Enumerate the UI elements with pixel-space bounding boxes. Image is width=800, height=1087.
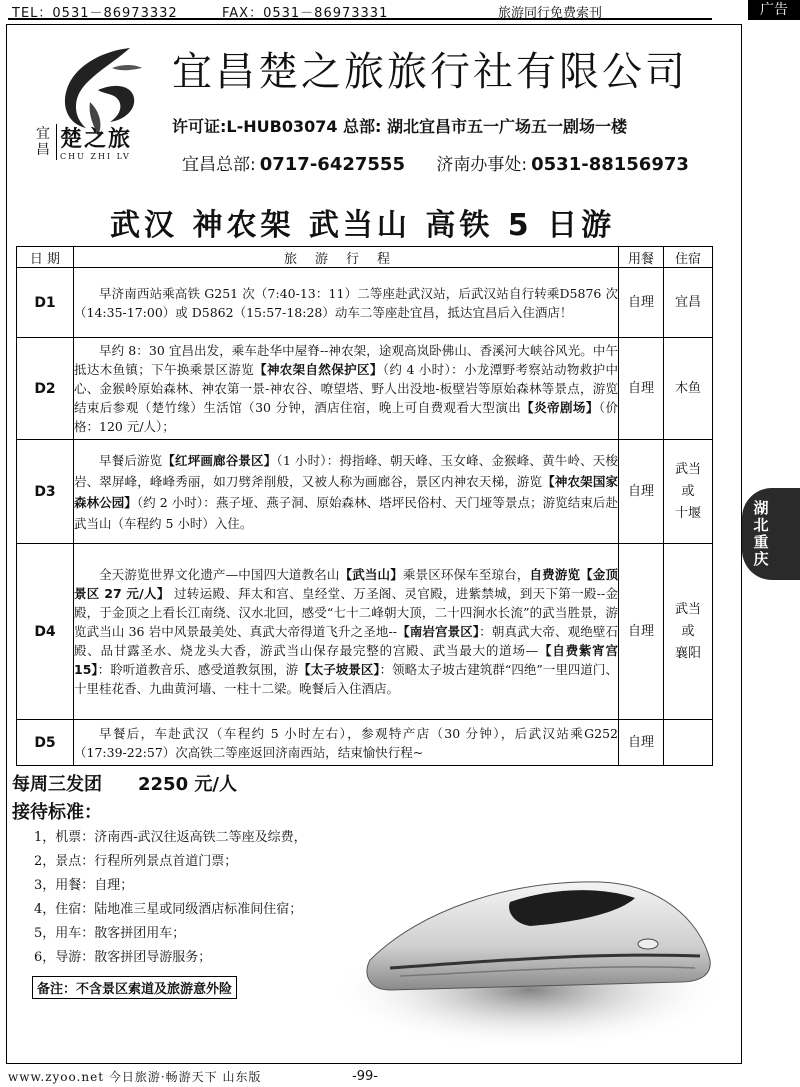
list-item: 4，住宿：陆地准三星或同级酒店标准间住宿； <box>34 902 303 917</box>
desc-text: ：领略太子坡古建筑群“四绝”一里四道门、十里桂花香、九曲黄河墙、一柱十二梁。晚餐后入住酒店。 <box>74 662 618 696</box>
meal-cell: 自理 <box>619 720 664 766</box>
column-header-day: 日 期 <box>17 247 74 268</box>
table-header-row <box>17 247 713 268</box>
tel-number: TEL：0531－86973332 <box>12 6 178 21</box>
company-name: 宜昌楚之旅旅行社有限公司 <box>172 49 688 95</box>
contact-phones <box>182 150 689 175</box>
logo-pinyin: CHU ZHI LV <box>60 152 131 161</box>
day-label: D3 <box>17 440 74 544</box>
desc-text: （约 2 小时）：燕子垭、燕子洞、原始森林、塔坪民俗村、天门垭等景点；游览结束后赴武当山（车程约 5 小时）入住。 <box>74 494 618 531</box>
side-tab-label: 湖北重庆 <box>753 499 769 568</box>
highlight-text: 【自费紫宵宫 15】 <box>74 643 618 677</box>
fax-number: FAX：0531－86973331 <box>222 6 389 21</box>
stay-cell: 宜昌 <box>664 268 713 338</box>
table-row <box>17 544 713 720</box>
stay-line: 十堰 <box>674 505 701 521</box>
day-description <box>74 440 619 544</box>
top-bar <box>0 0 800 20</box>
day-label: D1 <box>17 268 74 338</box>
header-rule <box>8 18 712 20</box>
highlight-text: 【太子坡景区】 <box>298 662 380 677</box>
standards-list <box>34 826 307 970</box>
column-header-itinerary: 旅游行程 <box>74 247 619 268</box>
logo-name: 楚之旅 <box>60 126 133 152</box>
itinerary-table <box>16 246 713 766</box>
desc-text: 乘景区环保车至琼台， <box>402 567 530 582</box>
day-label: D4 <box>17 544 74 720</box>
column-header-stay: 住宿 <box>664 247 713 268</box>
yichang-phone: 0717-6427555 <box>259 154 405 175</box>
desc-text: （约 4 小时）：小龙潭野考察站动物救护中心、金猴岭原始森林、神农第一景-神农谷、嘹望塔、野人出没地-板壁岩等原始森林等景点，游览结束后参观（楚竹缘）生活馆（30 分钟，酒店住宿，晚上可自费观看大型演出 <box>74 362 618 415</box>
highlight-text: 【红坪画廊谷景区】 <box>162 452 277 468</box>
stay-line: 襄阳 <box>674 645 701 661</box>
day-label: D5 <box>17 720 74 766</box>
highlight-text: 【南岩宫景区】 <box>396 624 480 639</box>
list-item: 6，导游：散客拼团导游服务； <box>34 950 212 965</box>
tour-price: 2250 元/人 <box>138 774 237 795</box>
desc-text: （价格：120 元/人）； <box>74 400 618 434</box>
desc-text: 全天游览世界文化遗产—中国四大道教名山 <box>99 567 340 582</box>
highlight-text: 【炎帝剧场】 <box>521 400 599 415</box>
meal-cell: 自理 <box>619 440 664 544</box>
high-speed-train-image <box>330 840 730 1050</box>
desc-text: ：聆听道教音乐、感受道教氛围，游 <box>97 662 299 677</box>
departure-schedule: 每周三发团 <box>12 774 102 795</box>
footer-site: www.zyoo.net 今日旅游·畅游天下 山东版 <box>8 1070 262 1084</box>
footer <box>8 1068 261 1085</box>
stay-line: 或 <box>681 623 695 639</box>
license-info: 许可证:L-HUB03074 总部: 湖北宜昌市五一广场五一剧场一楼 <box>172 117 628 136</box>
stay-cell: 木鱼 <box>664 338 713 440</box>
region-side-tab <box>742 488 800 580</box>
page-number: -99- <box>352 1069 378 1084</box>
stay-line: 武当 <box>674 461 701 477</box>
stay-cell <box>664 544 713 720</box>
desc-text: 早约 8：30 宜昌出发，乘车赴华中屋脊--神农架，途观高岚卧佛山、香溪河大峡谷风光。中午抵达木鱼镇；下午换乘景区游览 <box>74 343 618 377</box>
table-row <box>17 268 713 338</box>
route-title: 武汉 神农架 武当山 高铁 5 日游 <box>110 208 616 243</box>
day-description <box>74 544 619 720</box>
stay-cell <box>664 440 713 544</box>
stay-line: 或 <box>681 483 695 499</box>
day-description: 早济南西站乘高铁 G251 次（7:40-13：11）二等座赴武汉站，后武汉站自行转乘D5876 次（14:35-17:00）或 D5862（15:57-18:28）动车二等座赴宜昌，抵达宜昌后入住酒店！ <box>74 268 619 338</box>
highlight-text: 【神农架国家森林公园】 <box>74 473 618 510</box>
list-item: 1，机票：济南西-武汉往返高铁二等座及综费， <box>34 830 307 845</box>
stay-cell <box>664 720 713 766</box>
list-item: 5，用车：散客拼团用车； <box>34 926 186 941</box>
logo-divider <box>56 124 57 160</box>
ad-badge: 广告 <box>748 0 800 20</box>
desc-text: ：朝真武大帝、观绝壁石殿、品甘露圣水、烧龙头大香，游武当山保存最完整的宫殿、武当最大的道场— <box>74 624 618 658</box>
jinan-phone: 0531-88156973 <box>531 154 689 175</box>
departure-info <box>12 770 237 796</box>
table-row <box>17 440 713 544</box>
desc-text: 早餐后游览 <box>99 452 163 468</box>
meal-cell: 自理 <box>619 268 664 338</box>
jinan-label: 济南办事处: <box>436 155 528 175</box>
table-row <box>17 720 713 766</box>
day-description <box>74 338 619 440</box>
desc-text: （1 小时）：拇指峰、朝天峰、玉女峰、金猴峰、黄牛岭、天梭岩、翠屏峰，峰峰秀丽，如刀劈斧削般，又被人称为画廊谷，景区内神农天梯，游览 <box>74 452 618 489</box>
highlight-text: 【武当山】 <box>339 567 403 582</box>
yichang-label: 宜昌总部: <box>182 155 256 175</box>
logo-prefix: 宜昌 <box>36 126 50 158</box>
list-item: 2，景点：行程所列景点首道门票； <box>34 854 238 869</box>
desc-text: 过转运殿、拜太和宫、皇经堂、万圣阁、灵官殿，进紫禁城，到天下第一殿--金殿，于金顶之上看长江南绕、汉水北回，感受“七十二峰朝大顶，二十四涧水长流”的武当胜景，游览武当山 36 岩中风景最美处、真武大帝得道飞升之圣地-- <box>74 586 618 639</box>
table-row <box>17 338 713 440</box>
exclusion-note: 备注：不含景区索道及旅游意外险 <box>32 976 237 999</box>
stay-line: 武当 <box>674 601 701 617</box>
highlight-text: 自费游览【金顶景区 27 元/人】 <box>74 567 618 601</box>
standards-title: 接待标准： <box>12 802 102 823</box>
meal-cell: 自理 <box>619 338 664 440</box>
meal-cell: 自理 <box>619 544 664 720</box>
column-header-meal: 用餐 <box>619 247 664 268</box>
reference-label: 旅游同行免费索刊 <box>498 6 603 21</box>
day-description: 早餐后，车赴武汉（车程约 5 小时左右），参观特产店（30 分钟），后武汉站乘G252（17:39-22:57）次高铁二等座返回济南西站，结束愉快行程~ <box>74 720 619 766</box>
highlight-text: 【神农架自然保护区】 <box>254 362 383 377</box>
list-item: 3，用餐：自理； <box>34 878 134 893</box>
day-label: D2 <box>17 338 74 440</box>
